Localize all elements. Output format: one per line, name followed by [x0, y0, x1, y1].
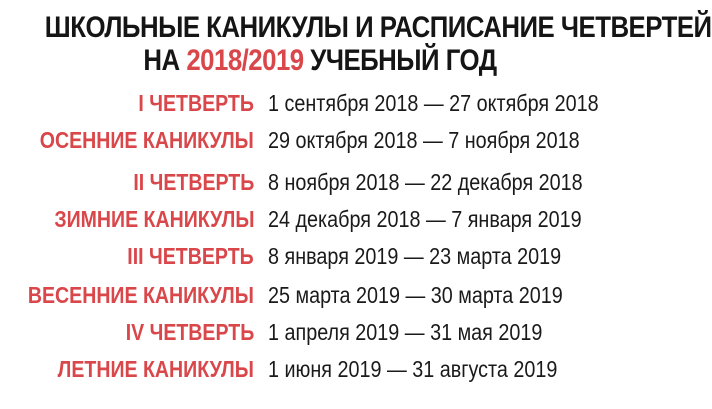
period-label: ЛЕТНИЕ КАНИКУЛЫ	[57, 356, 254, 382]
schedule-row-spring-break	[0, 280, 640, 310]
period-dates: 8 ноября 2018 — 22 декабря 2018	[268, 169, 583, 195]
period-dates: 1 июня 2019 — 31 августа 2019	[268, 356, 558, 382]
schedule-row-quarter-2	[0, 167, 640, 197]
period-label: I ЧЕТВЕРТЬ	[138, 90, 254, 116]
period-dates: 8 января 2019 — 23 марта 2019	[268, 243, 562, 269]
schedule-row-quarter-4	[0, 317, 640, 347]
title-suffix: УЧЕБНЫЙ ГОД	[310, 44, 497, 77]
period-label: ОСЕННИЕ КАНИКУЛЫ	[39, 127, 254, 153]
schedule-row-quarter-1	[0, 88, 640, 118]
title-year: 2018/2019	[186, 44, 304, 77]
title-prefix: НА	[143, 44, 180, 77]
period-dates: 29 октября 2018 — 7 ноября 2018	[268, 127, 580, 153]
period-label: III ЧЕТВЕРТЬ	[127, 243, 254, 269]
schedule-row-autumn-break	[0, 125, 640, 155]
period-label: ВЕСЕННИЕ КАНИКУЛЫ	[28, 282, 254, 308]
title-line-1: ШКОЛЬНЫЕ КАНИКУЛЫ И РАСПИСАНИЕ ЧЕТВЕРТЕЙ	[44, 11, 712, 44]
period-label: IV ЧЕТВЕРТЬ	[125, 319, 254, 345]
title-line-2	[45, 46, 595, 76]
period-label: II ЧЕТВЕРТЬ	[133, 169, 254, 195]
schedule-row-summer-break	[0, 354, 640, 384]
period-label: ЗИМНИЕ КАНИКУЛЫ	[53, 206, 254, 232]
period-dates: 25 марта 2019 — 30 марта 2019	[268, 282, 563, 308]
schedule-row-winter-break	[0, 204, 640, 234]
period-dates: 1 сентября 2018 — 27 октября 2018	[268, 90, 599, 116]
period-dates: 24 декабря 2018 — 7 января 2019	[268, 206, 582, 232]
schedule-row-quarter-3	[0, 241, 640, 271]
period-dates: 1 апреля 2019 — 31 мая 2019	[268, 319, 543, 345]
